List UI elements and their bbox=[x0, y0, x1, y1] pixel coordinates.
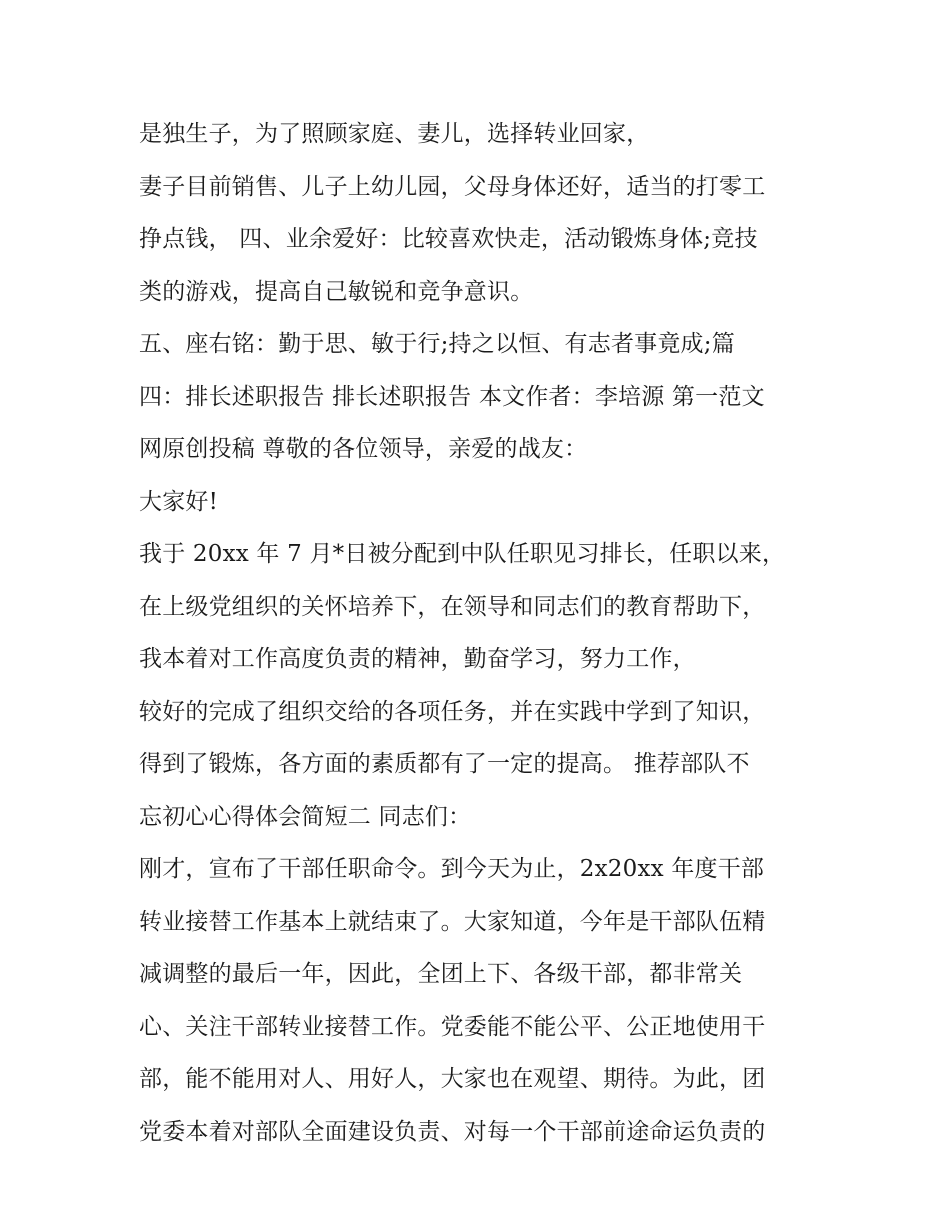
text-line: 部，能不能用对人、用好人，大家也在观望、期待。为此，团 bbox=[139, 1066, 766, 1092]
text-line: 四：排长述职报告 排长述职报告 本文作者：李培源 第一范文 bbox=[139, 383, 765, 410]
text-line: 妻子目前销售、儿子上幼儿园，父母身体还好，适当的打零工 bbox=[139, 173, 766, 200]
text-line: 大家好! bbox=[139, 488, 219, 515]
document-body bbox=[139, 108, 829, 1158]
text-line: 五、座右铭：勤于思、敏于行;持之以恒、有志者事竟成;篇 bbox=[139, 331, 735, 357]
text-line: 转业接替工作基本上就结束了。大家知道，今年是干部队伍精 bbox=[139, 908, 766, 935]
text-line: 类的游戏，提高自己敏锐和竞争意识。 bbox=[139, 278, 534, 305]
text-line: 减调整的最后一年，因此，全团上下、各级干部，都非常关 bbox=[139, 961, 743, 987]
text-line: 刚才，宣布了干部任职命令。到今天为止，2x20xx 年度干部 bbox=[139, 856, 765, 882]
text-line: 是独生子，为了照顾家庭、妻儿，选择转业回家， bbox=[139, 121, 650, 147]
text-line: 得到了锻炼，各方面的素质都有了一定的提高。 推荐部队不 bbox=[139, 751, 750, 777]
text-line: 我本着对工作高度负责的精神，勤奋学习，努力工作， bbox=[139, 646, 696, 672]
text-line: 忘初心心得体会简短二 同志们： bbox=[139, 803, 472, 830]
text-line: 网原创投稿 尊敬的各位领导，亲爱的战友： bbox=[139, 436, 588, 462]
text-line: 挣点钱， 四、业余爱好：比较喜欢快走，活动锻炼身体;竞技 bbox=[139, 226, 758, 252]
text-line: 我于 20xx 年 7 月*日被分配到中队任职见习排长，任职以来， bbox=[139, 541, 786, 567]
text-line: 在上级党组织的关怀培养下，在领导和同志们的教育帮助下， bbox=[139, 593, 766, 620]
text-line: 较好的完成了组织交给的各项任务，并在实践中学到了知识， bbox=[139, 698, 766, 725]
text-line: 党委本着对部队全面建设负责、对每一个干部前途命运负责的 bbox=[139, 1118, 766, 1145]
text-line: 心、关注干部转业接替工作。党委能不能公平、公正地使用干 bbox=[139, 1013, 766, 1040]
